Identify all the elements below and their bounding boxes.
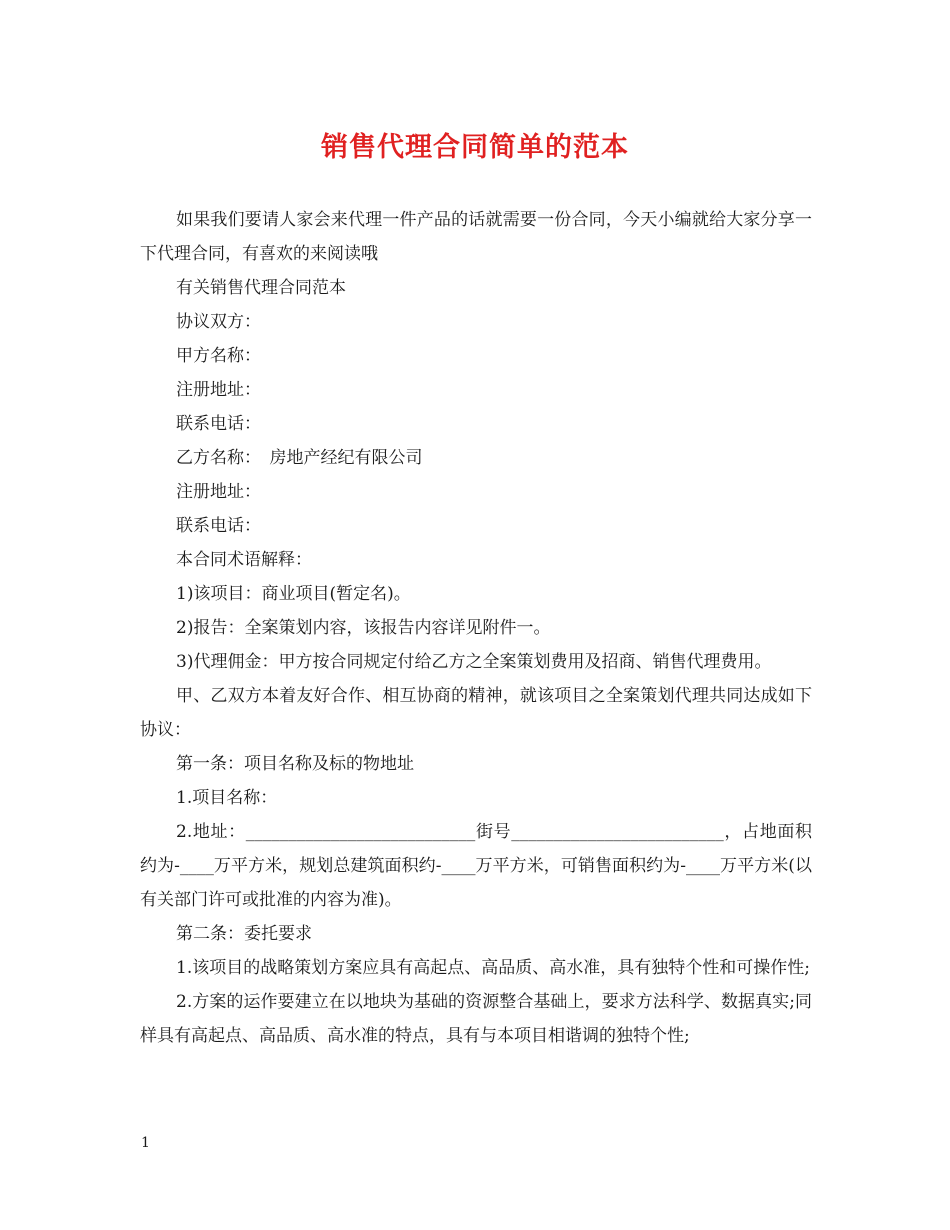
paragraph-article-1: 第一条：项目名称及标的物地址 <box>176 754 414 774</box>
paragraph-party-a-phone: 联系电话： <box>176 414 261 434</box>
paragraph-term-2: 2)报告：全案策划内容，该报告内容详见附件一。 <box>176 618 551 638</box>
paragraph-terms-heading: 本合同术语解释： <box>176 550 312 570</box>
paragraph-party-a-name: 甲方名称： <box>176 346 261 366</box>
page-number: 1 <box>141 1135 150 1151</box>
paragraph-party-b-phone: 联系电话： <box>176 516 261 536</box>
paragraph-term-3: 3)代理佣金：甲方按合同规定付给乙方之全案策划费用及招商、销售代理费用。 <box>176 652 772 672</box>
paragraph-party-b-name: 乙方名称： 房地产经纪有限公司 <box>176 448 423 468</box>
paragraph-article-2: 第二条：委托要求 <box>176 924 312 944</box>
paragraph-parties: 协议双方： <box>176 312 261 332</box>
paragraph-requirement-1: 1.该项目的战略策划方案应具有高起点、高品质、高水准，具有独特个性和可操作性; <box>176 958 810 978</box>
paragraph-address: 2.地址：___________________________街号_________________________，占地面积约为-____万平方米，规划总建筑面积约-____万平方米，可销售面积约为-____万平方米(以有关部门许可或批准的内容为准)。 <box>140 822 812 910</box>
paragraph-intro: 如果我们要请人家会来代理一件产品的话就需要一份合同，今天小编就给大家分享一下代理合同，有喜欢的来阅读哦 <box>140 210 812 264</box>
paragraph-project-name: 1.项目名称： <box>176 788 278 808</box>
paragraph-party-b-address: 注册地址： <box>176 482 261 502</box>
paragraph-term-1: 1)该项目：商业项目(暂定名)。 <box>176 584 411 604</box>
paragraph-agreement: 甲、乙双方本着友好合作、相互协商的精神，就该项目之全案策划代理共同达成如下协议： <box>140 686 812 740</box>
paragraph-requirement-2: 2.方案的运作要建立在以地块为基础的资源整合基础上，要求方法科学、数据真实;同样具有高起点、高品质、高水准的特点，具有与本项目相谐调的独特个性; <box>140 992 812 1046</box>
paragraph-party-a-address: 注册地址： <box>176 380 261 400</box>
document-title: 销售代理合同简单的范本 <box>321 132 629 163</box>
paragraph-heading: 有关销售代理合同范本 <box>176 278 346 298</box>
document-body <box>140 203 812 1053</box>
